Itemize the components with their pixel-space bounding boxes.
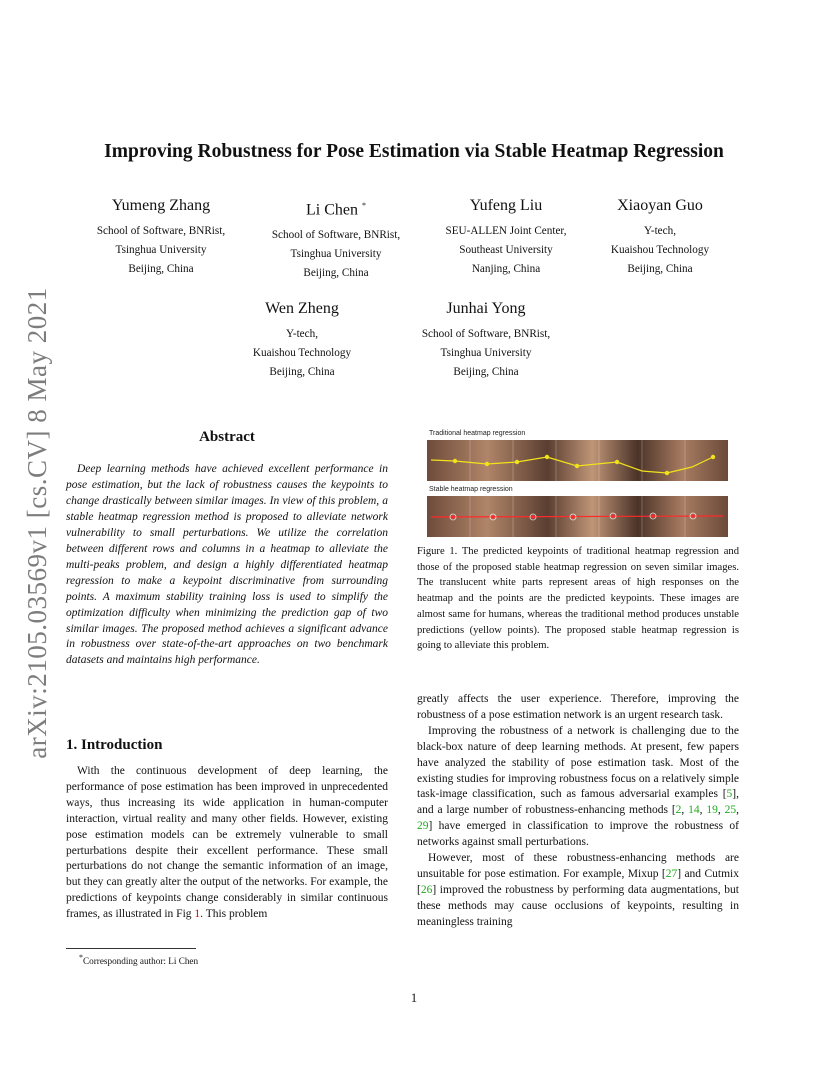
abstract-text: Deep learning methods have achieved excellent performance in pose estimation, but the lack of robustness causes the keypoints to change drastically between similar images. In view of this problem, a stable heatmap regression method is proposed to alleviate network vulnerability to small perturbations. We utilize the correlation between different rows and columns in a heatmap to alleviate the multi-peaks problem, and design a highly differentiated heatmap regression to make a keypoint discriminative from surrounding points. A maximum stability training loss is used to simplify the optimization difficulty when minimizing the prediction gap of two similar images. The proposed method achieves a significant advance in robustness over state-of-the-art approaches on two benchmark datasets and maintains high performance. xyxy=(66,463,388,667)
citation-link[interactable]: 27 xyxy=(665,867,678,880)
section-heading-introduction: 1. Introduction xyxy=(66,737,163,753)
author-block xyxy=(421,196,591,279)
page-number: 1 xyxy=(410,991,418,1005)
citation-link[interactable]: 5 xyxy=(726,788,733,801)
figure-label-traditional: Traditional heatmap regression xyxy=(429,430,526,437)
author-block xyxy=(217,299,387,382)
citation-link[interactable]: 14 xyxy=(688,804,700,817)
author-name: Li Chen * xyxy=(306,201,366,219)
figure-image-stable xyxy=(427,496,728,537)
citation-link[interactable]: 25 xyxy=(724,804,737,817)
figure-overlay-traditional xyxy=(427,440,728,481)
figure-caption: Figure 1. The predicted keypoints of traditional heatmap regression and those of the proposed stable heatmap regression on seven similar images. The translucent white parts represent areas of high responses on the heatmap and the points are the predicted keypoints. These images are almost same for humans, whereas the traditional method produces unstable predictions (yellow points). The proposed stable heatmap regression is going to alleviate this problem. xyxy=(417,546,739,652)
author-affiliation: Y-tech, xyxy=(644,225,676,237)
author-name: Yufeng Liu xyxy=(469,197,543,214)
author-block xyxy=(575,196,745,279)
paragraph: Improving the robustness of a network is challenging due to the black-box nature of deep learning methods. At present, few papers have analyzed the stability of pose estimation task. Most of the existing studies for improving robustness focus on a relatively simple task-image classification, such as famous adversarial examples [5], and a large number of robustness-enhancing methods [2, 14, 19, 25, 29] have emerged in classification to improve the robustness of networks against small perturbations. xyxy=(417,724,740,849)
citation-link[interactable]: 2 xyxy=(675,804,682,817)
citation-link[interactable]: 26 xyxy=(420,883,433,896)
author-affiliation: Beijing, China xyxy=(128,263,194,275)
author-name: Yumeng Zhang xyxy=(111,197,211,214)
author-name: Junhai Yong xyxy=(446,300,526,317)
footnote: *Corresponding author: Li Chen xyxy=(79,953,199,967)
author-affiliation: Beijing, China xyxy=(269,366,335,378)
author-affiliation: Beijing, China xyxy=(627,263,693,275)
author-affiliation: Beijing, China xyxy=(453,366,519,378)
author-affiliation: Y-tech, xyxy=(286,328,318,340)
author-block xyxy=(251,196,421,283)
footnote-rule xyxy=(66,948,196,949)
corresponding-mark: * xyxy=(362,201,366,210)
author-affiliation: SEU-ALLEN Joint Center, xyxy=(445,225,567,237)
author-block xyxy=(401,299,571,382)
author-affiliation: School of Software, BNRist, xyxy=(96,225,226,237)
paragraph: greatly affects the user experience. Therefore, improving the robustness of a pose estimation network is an urgent research task. xyxy=(417,693,739,721)
author-affiliation: Tsinghua University xyxy=(290,248,382,261)
citation-link[interactable]: 29 xyxy=(417,820,429,833)
author-affiliation: School of Software, BNRist, xyxy=(421,328,551,340)
author-block xyxy=(76,196,246,279)
author-affiliation: Nanjing, China xyxy=(471,263,541,275)
figure-link[interactable]: 1 xyxy=(194,908,201,921)
author-affiliation: Kuaishou Technology xyxy=(610,244,710,256)
author-affiliation: Tsinghua University xyxy=(115,244,207,256)
author-affiliation: School of Software, BNRist, xyxy=(271,229,401,242)
figure-label-stable: Stable heatmap regression xyxy=(429,486,513,493)
author-affiliation: Tsinghua University xyxy=(440,347,532,359)
arxiv-identifier: arXiv:2105.03569v1 [cs.CV] 8 May 2021 xyxy=(22,287,52,759)
author-affiliation: Kuaishou Technology xyxy=(252,347,352,359)
citation-link[interactable]: 19 xyxy=(706,804,718,817)
right-column-text xyxy=(417,692,739,931)
abstract-heading: Abstract xyxy=(199,429,255,445)
figure-image-traditional xyxy=(427,440,728,481)
paper-title: Improving Robustness for Pose Estimation via Stable Heatmap Regression xyxy=(104,141,724,162)
author-affiliation: Beijing, China xyxy=(303,267,369,280)
figure-overlay-stable xyxy=(427,496,728,537)
author-name: Xiaoyan Guo xyxy=(617,197,703,214)
author-name: Wen Zheng xyxy=(265,300,339,317)
author-affiliation: Southeast University xyxy=(459,244,553,256)
paragraph: However, most of these robustness-enhancing methods are unsuitable for pose estimation. For example, Mixup [27] and Cutmix [26] improved the robustness by performing data augmentations, but these methods may cause occlusions of keypoints, resulting in meaningless training xyxy=(417,852,739,928)
intro-paragraph: With the continuous development of deep learning, the performance of pose estimation has been improved in unprecedented ways, thus increasing its wide application in human-computer interaction, virtual reality and many other fields. However, existing pose estimation models can be extremely vulnerable to small perturbations despite their excellent performance. These small perturbations do not change the semantic information of an image, but they can greatly alter the output of the networks. For example, the predictions of keypoints change considerably in similar continuous frames, as illustrated in Fig 1. This problem xyxy=(66,765,388,921)
